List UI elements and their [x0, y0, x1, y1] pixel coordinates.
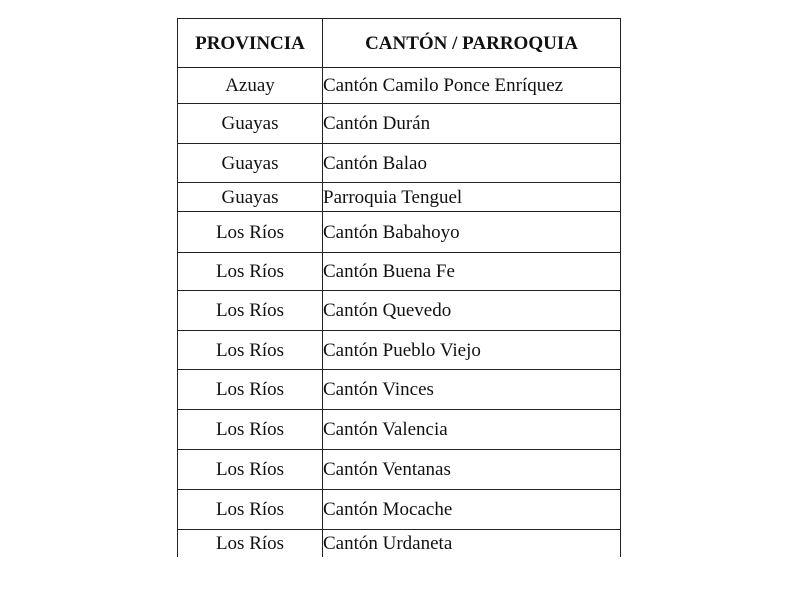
cell-provincia: Los Ríos — [178, 490, 323, 530]
table-row — [178, 370, 621, 410]
cell-canton: Cantón Valencia — [323, 410, 621, 450]
cell-canton: Cantón Camilo Ponce Enríquez — [323, 68, 621, 104]
cell-canton: Cantón Urdaneta — [323, 530, 621, 558]
table-row — [178, 183, 621, 212]
table-row — [178, 410, 621, 450]
cell-canton: Cantón Babahoyo — [323, 212, 621, 253]
table-header-row — [178, 19, 621, 68]
cell-provincia: Los Ríos — [178, 450, 323, 490]
header-canton-parroquia: CANTÓN / PARROQUIA — [323, 19, 621, 68]
cell-canton: Cantón Quevedo — [323, 291, 621, 331]
cell-provincia: Los Ríos — [178, 530, 323, 558]
cell-provincia: Los Ríos — [178, 370, 323, 410]
cell-provincia: Guayas — [178, 104, 323, 144]
table-row — [178, 450, 621, 490]
table-row — [178, 68, 621, 104]
cell-canton: Cantón Durán — [323, 104, 621, 144]
table-row — [178, 104, 621, 144]
table-row — [178, 530, 621, 558]
table-row — [178, 253, 621, 291]
table-row — [178, 212, 621, 253]
cell-provincia: Los Ríos — [178, 291, 323, 331]
table-row — [178, 144, 621, 183]
cell-provincia: Los Ríos — [178, 410, 323, 450]
cell-provincia: Los Ríos — [178, 212, 323, 253]
cell-canton: Cantón Vinces — [323, 370, 621, 410]
cell-canton: Cantón Ventanas — [323, 450, 621, 490]
cell-canton: Cantón Balao — [323, 144, 621, 183]
cell-provincia: Guayas — [178, 183, 323, 212]
cell-provincia: Los Ríos — [178, 331, 323, 370]
table-row — [178, 331, 621, 370]
cell-canton: Cantón Buena Fe — [323, 253, 621, 291]
cell-provincia: Los Ríos — [178, 253, 323, 291]
cell-provincia: Azuay — [178, 68, 323, 104]
table-row — [178, 490, 621, 530]
cell-canton: Cantón Mocache — [323, 490, 621, 530]
table-row — [178, 291, 621, 331]
cell-canton: Parroquia Tenguel — [323, 183, 621, 212]
cell-canton: Cantón Pueblo Viejo — [323, 331, 621, 370]
provinces-cantons-table — [177, 18, 621, 557]
header-provincia: PROVINCIA — [178, 19, 323, 68]
cell-provincia: Guayas — [178, 144, 323, 183]
